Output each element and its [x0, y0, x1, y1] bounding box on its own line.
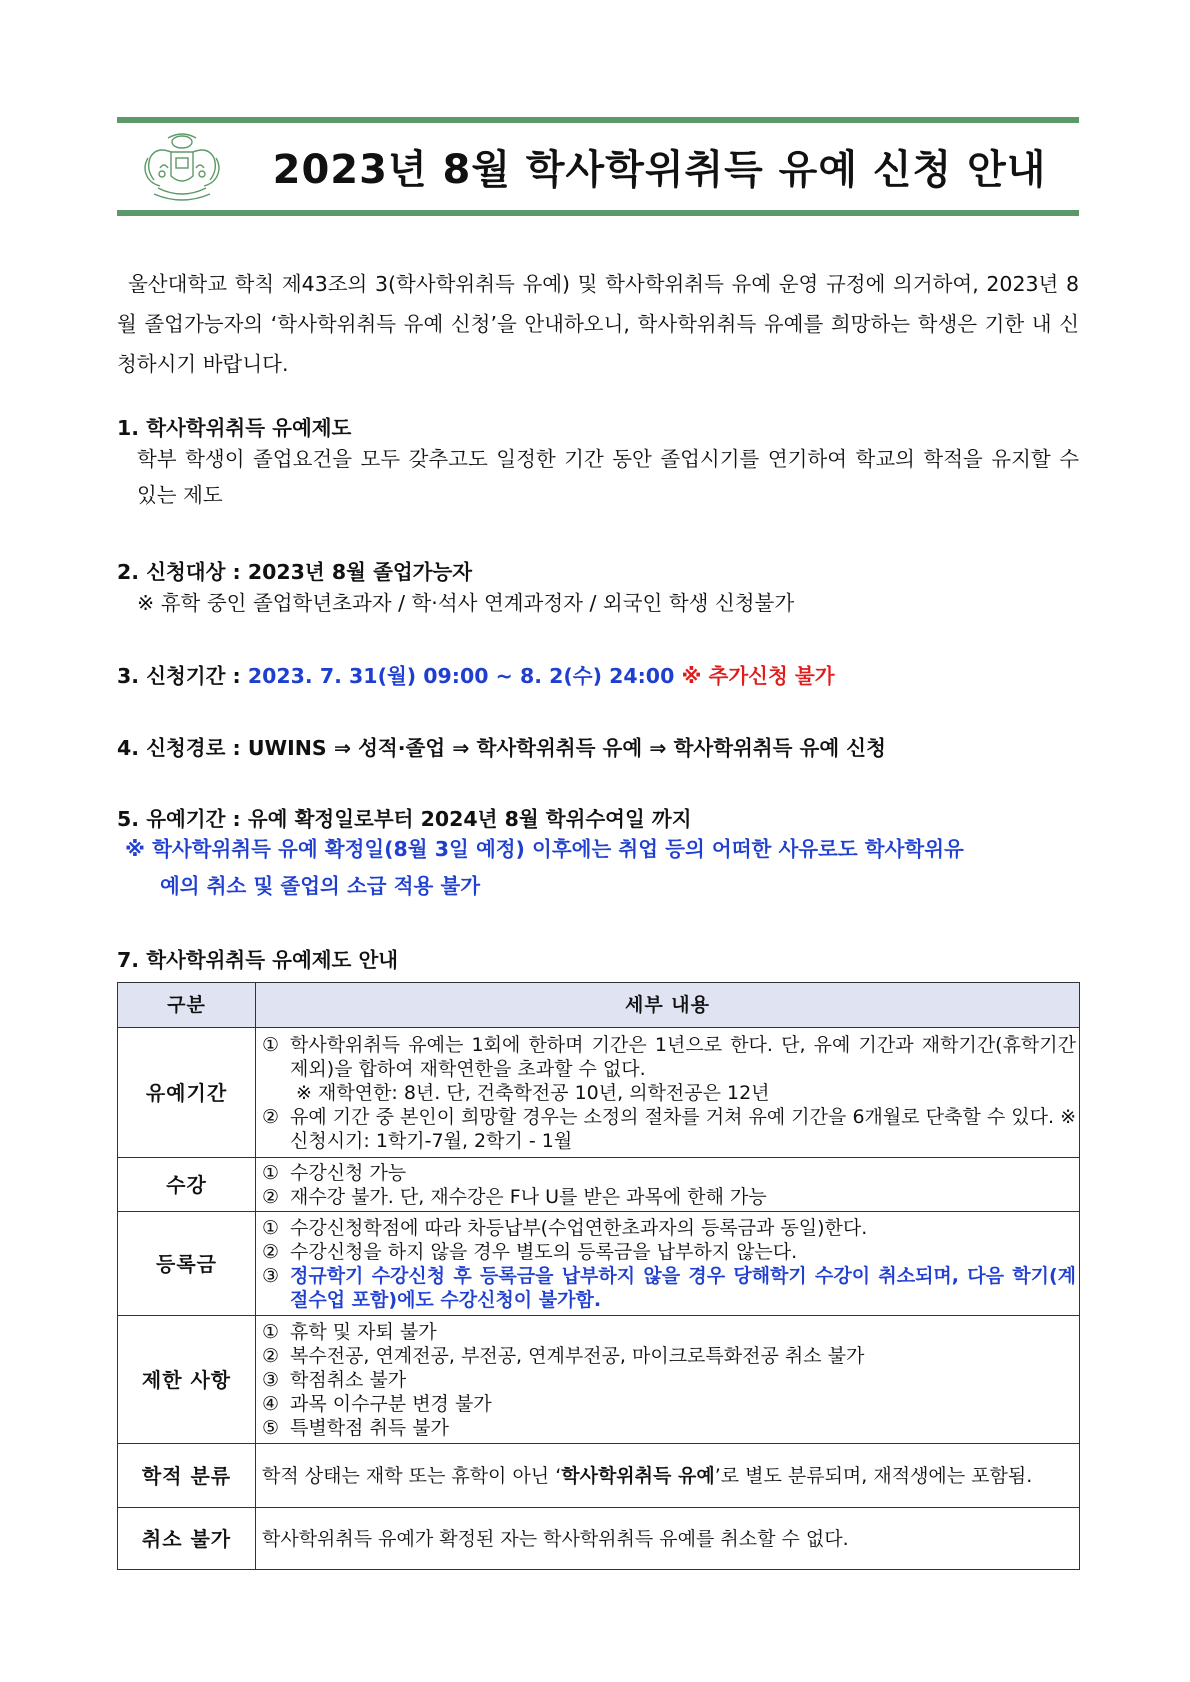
- row-label-no-cancellation: 취소 불가: [118, 1508, 256, 1570]
- list-item: ② 유예 기간 중 본인이 희망할 경우는 소정의 절차를 거쳐 유예 기간을 6개월로 단축할 수 있다. ※ 신청시기: 1학기-7월, 2학기 - 1월: [262, 1105, 1076, 1152]
- section-3-label: 3. 신청기간 :: [117, 664, 248, 688]
- row-content-restrictions: [256, 1316, 1080, 1444]
- header-top-rule: [117, 117, 1079, 123]
- section-1-body: 학부 학생이 졸업요건을 모두 갖추고도 일정한 기간 동안 졸업시기를 연기하여 학교의 학적을 유지할 수 있는 제도: [137, 447, 1079, 507]
- table-row: [118, 1316, 1080, 1444]
- row-content-course-registration: [256, 1158, 1080, 1212]
- section-3-line: [117, 659, 835, 689]
- header-bottom-rule: [117, 210, 1079, 216]
- section-7-title: 7. 학사학위취득 유예제도 안내: [117, 948, 399, 972]
- table-header-row: [118, 983, 1080, 1028]
- table-row: [118, 1508, 1080, 1570]
- table-row: [118, 1212, 1080, 1316]
- list-item: ① 학사학위취득 유예는 1회에 한하며 기간은 1년으로 한다. 단, 유예 기간과 재학기간(휴학기간 제외)을 합하여 재학연한을 초과할 수 없다.: [262, 1033, 1076, 1080]
- list-item: ③ 학점취소 불가: [262, 1368, 407, 1391]
- section-5-note: [125, 831, 1079, 905]
- column-header-details: 세부 내용: [256, 983, 1080, 1028]
- university-emblem-icon: [138, 128, 226, 206]
- row-label-tuition: 등록금: [118, 1212, 256, 1316]
- no-additional-application-warning: ※ 추가신청 불가: [681, 664, 835, 688]
- row-label-academic-status: 학적 분류: [118, 1444, 256, 1508]
- row-content-no-cancellation: 학사학위취득 유예가 확정된 자는 학사학위취득 유예를 취소할 수 없다.: [256, 1508, 1080, 1570]
- list-item: ② 수강신청을 하지 않을 경우 별도의 등록금을 납부하지 않는다.: [262, 1240, 798, 1263]
- list-item: ⑤ 특별학점 취득 불가: [262, 1416, 449, 1439]
- row-label-restrictions: 제한 사항: [118, 1316, 256, 1444]
- column-header-category: 구분: [118, 983, 256, 1028]
- row-content-deferral-period: [256, 1028, 1080, 1158]
- section-2-note: ※ 휴학 중인 졸업학년초과자 / 학·석사 연계과정자 / 외국인 학생 신청불가: [137, 591, 795, 615]
- section-1-title: 1. 학사학위취득 유예제도: [117, 416, 352, 440]
- table-row: [118, 1028, 1080, 1158]
- intro-paragraph: 울산대학교 학칙 제43조의 3(학사학위취득 유예) 및 학사학위취득 유예 운영 규정에 의거하여, 2023년 8월 졸업가능자의 ‘학사학위취득 유예 신청’을 안내하오니, 학사학위취득 유예를 희망하는 학생은 기한 내 신청하시기 바랍니다.: [117, 272, 1079, 376]
- application-period: 2023. 7. 31(월) 09:00 ~ 8. 2(수) 24:00: [247, 664, 675, 688]
- list-item: ① 수강신청학점에 따라 차등납부(수업연한초과자의 등록금과 동일)한다.: [262, 1216, 868, 1239]
- page-title: 2023년 8월 학사학위취득 유예 신청 안내: [272, 147, 1047, 193]
- section-5-title: 5. 유예기간 : 유예 확정일로부터 2024년 8월 학위수여일 까지: [117, 807, 692, 831]
- section-4-title: 4. 신청경로 : UWINS ⇒ 성적·졸업 ⇒ 학사학위취득 유예 ⇒ 학사학위취득 유예 신청: [117, 736, 886, 760]
- section-5-note-line-2: 예의 취소 및 졸업의 소급 적용 불가: [160, 874, 481, 898]
- row-label-course-registration: 수강: [118, 1158, 256, 1212]
- section-5-note-line-1: ※ 학사학위취득 유예 확정일(8월 3일 예정) 이후에는 취업 등의 어떠한 사유로도 학사학위유: [125, 837, 964, 861]
- row-content-tuition: [256, 1212, 1080, 1316]
- table-row: [118, 1444, 1080, 1508]
- row-label-deferral-period: 유예기간: [118, 1028, 256, 1158]
- section-2-title: 2. 신청대상 : 2023년 8월 졸업가능자: [117, 560, 473, 584]
- list-item: ② 재수강 불가. 단, 재수강은 F나 U를 받은 과목에 한해 가능: [262, 1185, 767, 1208]
- list-item: ③ 정규학기 수강신청 후 등록금을 납부하지 않을 경우 당해학기 수강이 취소되며, 다음 학기(계절수업 포함)에도 수강신청이 불가함.: [262, 1264, 1076, 1311]
- list-item: ② 복수전공, 연계전공, 부전공, 연계부전공, 마이크로특화전공 취소 불가: [262, 1344, 865, 1367]
- table-row: [118, 1158, 1080, 1212]
- list-item: ④ 과목 이수구분 변경 불가: [262, 1392, 492, 1415]
- list-item: ① 수강신청 가능: [262, 1161, 407, 1184]
- list-item-note: ※ 재학연한: 8년. 단, 건축학전공 10년, 의학전공은 12년: [296, 1081, 770, 1104]
- deferral-info-table: [117, 982, 1080, 1570]
- row-content-academic-status: 학적 상태는 재학 또는 휴학이 아닌 ‘학사학위취득 유예’로 별도 분류되며, 재적생에는 포함됨.: [256, 1444, 1080, 1508]
- list-item: ① 휴학 및 자퇴 불가: [262, 1320, 437, 1343]
